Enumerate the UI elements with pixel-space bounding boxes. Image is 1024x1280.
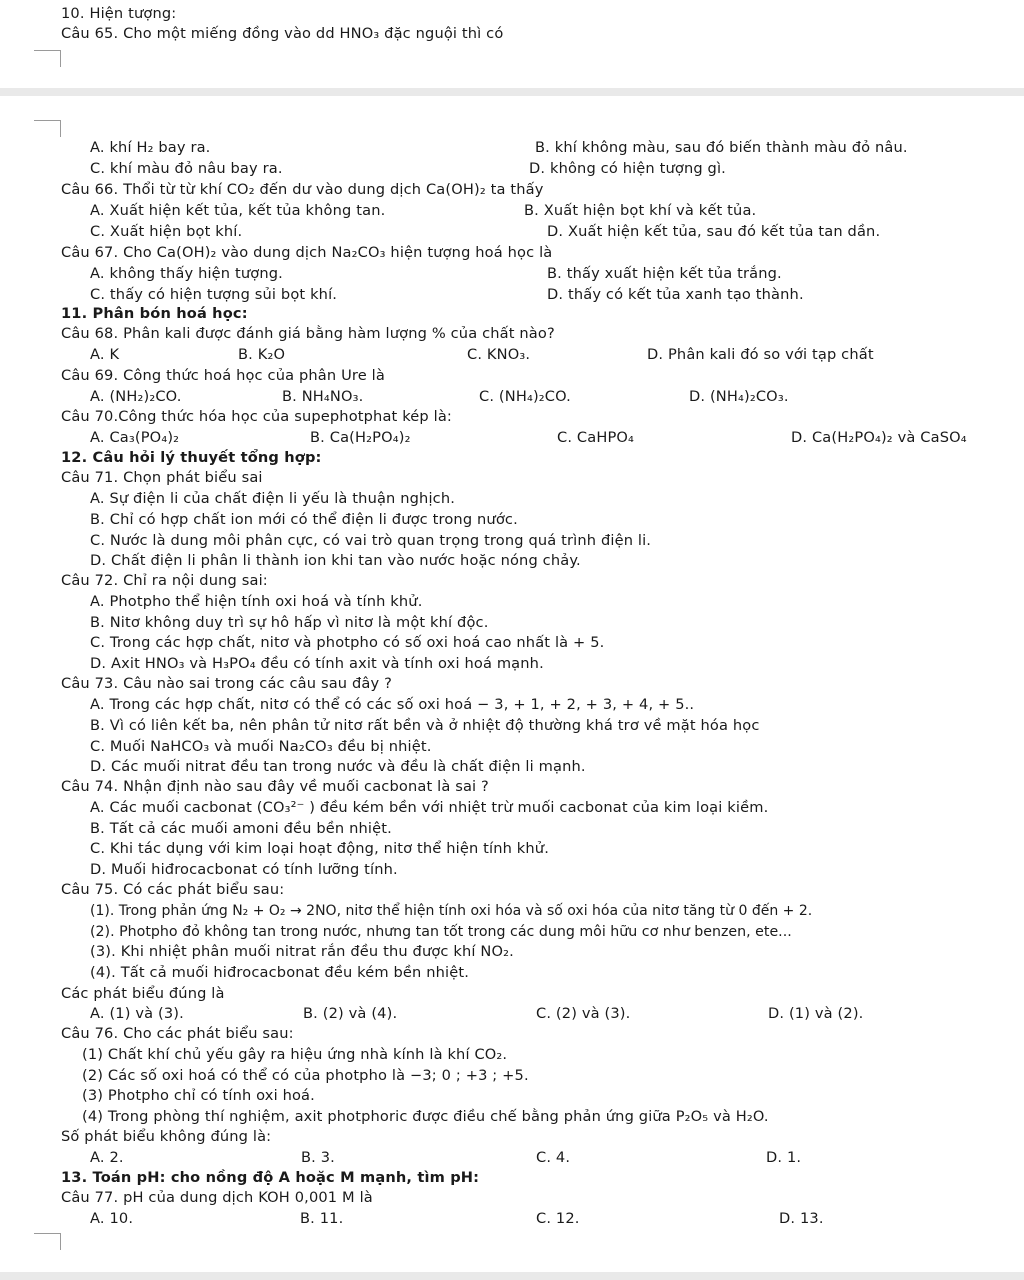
q73-option-a: A. Trong các hợp chất, nitơ có thể có các số oxi hoá − 3, + 1, + 2, + 3, + 4, + 5.. <box>90 696 695 713</box>
q70-option-d: D. Ca(H₂PO₄)₂ và CaSO₄ <box>791 429 967 446</box>
q76-statement: (2) Các số oxi hoá có thể có của photpho là −3; 0 ; +3 ; +5. <box>82 1067 529 1084</box>
q75-option-c: C. (2) và (3). <box>536 1005 631 1022</box>
question-68-stem: Câu 68. Phân kali được đánh giá bằng hàm lượng % của chất nào? <box>61 325 555 342</box>
q72-option-c: C. Trong các hợp chất, nitơ và photpho có số oxi hoá cao nhất là + 5. <box>90 634 605 651</box>
q76-option-b: B. 3. <box>301 1149 335 1166</box>
section-heading: 13. Toán pH: cho nồng độ A hoặc M mạnh, tìm pH: <box>61 1169 480 1186</box>
question-67-stem: Câu 67. Cho Ca(OH)₂ vào dung dịch Na₂CO₃ hiện tượng hoá học là <box>61 244 553 261</box>
q66-option-c: C. Xuất hiện bọt khí. <box>90 223 243 240</box>
q73-option-b: B. Vì có liên kết ba, nên phân tử nitơ rất bền và ở nhiệt độ thường khá trơ về mặt hóa học <box>90 717 760 734</box>
question-69-stem: Câu 69. Công thức hoá học của phân Ure là <box>61 367 385 384</box>
q76-option-c: C. 4. <box>536 1149 571 1166</box>
q67-option-a: A. không thấy hiện tượng. <box>90 265 283 282</box>
q68-option-a: A. K <box>90 346 120 363</box>
q68-option-c: C. KNO₃. <box>467 346 531 363</box>
q70-option-b: B. Ca(H₂PO₄)₂ <box>310 429 411 446</box>
q77-option-d: D. 13. <box>779 1210 824 1227</box>
q74-option-a: A. Các muối cacbonat (CO₃²⁻ ) đều kém bền với nhiệt trừ muối cacbonat của kim loại kiềm. <box>90 799 769 816</box>
section-heading: 10. Hiện tượng: <box>61 5 177 22</box>
q72-option-d: D. Axit HNO₃ và H₃PO₄ đều có tính axit và tính oxi hoá mạnh. <box>90 655 544 672</box>
section-heading: 11. Phân bón hoá học: <box>61 305 248 322</box>
q77-option-b: B. 11. <box>300 1210 344 1227</box>
q76-option-d: D. 1. <box>766 1149 802 1166</box>
q68-option-b: B. K₂O <box>238 346 286 363</box>
q77-option-a: A. 10. <box>90 1210 134 1227</box>
q69-option-c: C. (NH₄)₂CO. <box>479 388 571 405</box>
question-72-stem: Câu 72. Chỉ ra nội dung sai: <box>61 572 268 589</box>
q75-option-d: D. (1) và (2). <box>768 1005 864 1022</box>
question-73-stem: Câu 73. Câu nào sai trong các câu sau đây ? <box>61 675 392 692</box>
question-77-stem: Câu 77. pH của dung dịch KOH 0,001 M là <box>61 1189 373 1206</box>
q76-statement: (4) Trong phòng thí nghiệm, axit photphoric được điều chế bằng phản ứng giữa P₂O₅ và H₂O. <box>82 1108 769 1125</box>
q66-option-d: D. Xuất hiện kết tủa, sau đó kết tủa tan dần. <box>547 223 881 240</box>
q70-option-c: C. CaHPO₄ <box>557 429 635 446</box>
q73-option-d: D. Các muối nitrat đều tan trong nước và đều là chất điện li mạnh. <box>90 758 586 775</box>
q75-statement: (1). Trong phản ứng N₂ + O₂ → 2NO, nitơ thể hiện tính oxi hóa và số oxi hóa của nitơ tăng từ 0 đến + 2. <box>90 903 813 919</box>
q69-option-d: D. (NH₄)₂CO₃. <box>689 388 789 405</box>
q65-option-a: A. khí H₂ bay ra. <box>90 139 211 156</box>
q66-option-a: A. Xuất hiện kết tủa, kết tủa không tan. <box>90 202 386 219</box>
q76-option-a: A. 2. <box>90 1149 124 1166</box>
q76-statement: (3) Photpho chỉ có tính oxi hoá. <box>82 1087 315 1104</box>
q75-statement: (2). Photpho đỏ không tan trong nước, nhưng tan tốt trong các dung môi hữu cơ như benzen, ete... <box>90 924 792 940</box>
q74-option-c: C. Khi tác dụng với kim loại hoạt động, nitơ thể hiện tính khử. <box>90 840 549 857</box>
q74-option-b: B. Tất cả các muối amoni đều bền nhiệt. <box>90 820 392 837</box>
q65-option-d: D. không có hiện tượng gì. <box>529 160 726 177</box>
question-75-stem: Câu 75. Có các phát biểu sau: <box>61 881 285 898</box>
q71-option-d: D. Chất điện li phân li thành ion khi tan vào nước hoặc nóng chảy. <box>90 552 581 569</box>
q71-option-b: B. Chỉ có hợp chất ion mới có thể điện li được trong nước. <box>90 511 518 528</box>
q69-option-b: B. NH₄NO₃. <box>282 388 364 405</box>
question-65-stem: Câu 65. Cho một miếng đồng vào dd HNO₃ đặc nguội thì có <box>61 25 504 42</box>
q66-option-b: B. Xuất hiện bọt khí và kết tủa. <box>524 202 757 219</box>
question-70-stem: Câu 70.Công thức hóa học của supephotphat kép là: <box>61 408 452 425</box>
q74-option-d: D. Muối hiđrocacbonat có tính lưỡng tính. <box>90 861 398 878</box>
q73-option-c: C. Muối NaHCO₃ và muối Na₂CO₃ đều bị nhiệt. <box>90 738 432 755</box>
q75-prompt: Các phát biểu đúng là <box>61 985 225 1002</box>
q65-option-c: C. khí màu đỏ nâu bay ra. <box>90 160 283 177</box>
question-66-stem: Câu 66. Thổi từ từ khí CO₂ đến dư vào dung dịch Ca(OH)₂ ta thấy <box>61 181 544 198</box>
q75-statement: (3). Khi nhiệt phân muối nitrat rắn đều thu được khí NO₂. <box>90 943 514 960</box>
q72-option-a: A. Photpho thể hiện tính oxi hoá và tính khử. <box>90 593 423 610</box>
q76-prompt: Số phát biểu không đúng là: <box>61 1128 272 1145</box>
question-76-stem: Câu 76. Cho các phát biểu sau: <box>61 1025 294 1042</box>
page-separator <box>0 1272 1024 1280</box>
q67-option-c: C. thấy có hiện tượng sủi bọt khí. <box>90 286 338 303</box>
q75-option-b: B. (2) và (4). <box>303 1005 398 1022</box>
page-corner-mark <box>34 120 61 137</box>
page-corner-mark <box>34 50 61 67</box>
q65-option-b: B. khí không màu, sau đó biến thành màu đỏ nâu. <box>535 139 908 156</box>
q77-option-c: C. 12. <box>536 1210 580 1227</box>
q75-statement: (4). Tất cả muối hiđrocacbonat đều kém bền nhiệt. <box>90 964 470 981</box>
q72-option-b: B. Nitơ không duy trì sự hô hấp vì nitơ là một khí độc. <box>90 614 489 631</box>
section-heading: 12. Câu hỏi lý thuyết tổng hợp: <box>61 449 322 466</box>
q75-option-a: A. (1) và (3). <box>90 1005 184 1022</box>
q69-option-a: A. (NH₂)₂CO. <box>90 388 182 405</box>
page-separator <box>0 88 1024 96</box>
q71-option-c: C. Nước là dung môi phân cực, có vai trò quan trọng trong quá trình điện li. <box>90 532 652 549</box>
question-74-stem: Câu 74. Nhận định nào sau đây về muối cacbonat là sai ? <box>61 778 489 795</box>
page-corner-mark <box>34 1233 61 1250</box>
q67-option-d: D. thấy có kết tủa xanh tạo thành. <box>547 286 804 303</box>
question-71-stem: Câu 71. Chọn phát biểu sai <box>61 469 263 486</box>
q67-option-b: B. thấy xuất hiện kết tủa trắng. <box>547 265 782 282</box>
q68-option-d: D. Phân kali đó so với tạp chất <box>647 346 874 363</box>
q71-option-a: A. Sự điện li của chất điện li yếu là thuận nghịch. <box>90 490 456 507</box>
q70-option-a: A. Ca₃(PO₄)₂ <box>90 429 180 446</box>
q76-statement: (1) Chất khí chủ yếu gây ra hiệu ứng nhà kính là khí CO₂. <box>82 1046 508 1063</box>
